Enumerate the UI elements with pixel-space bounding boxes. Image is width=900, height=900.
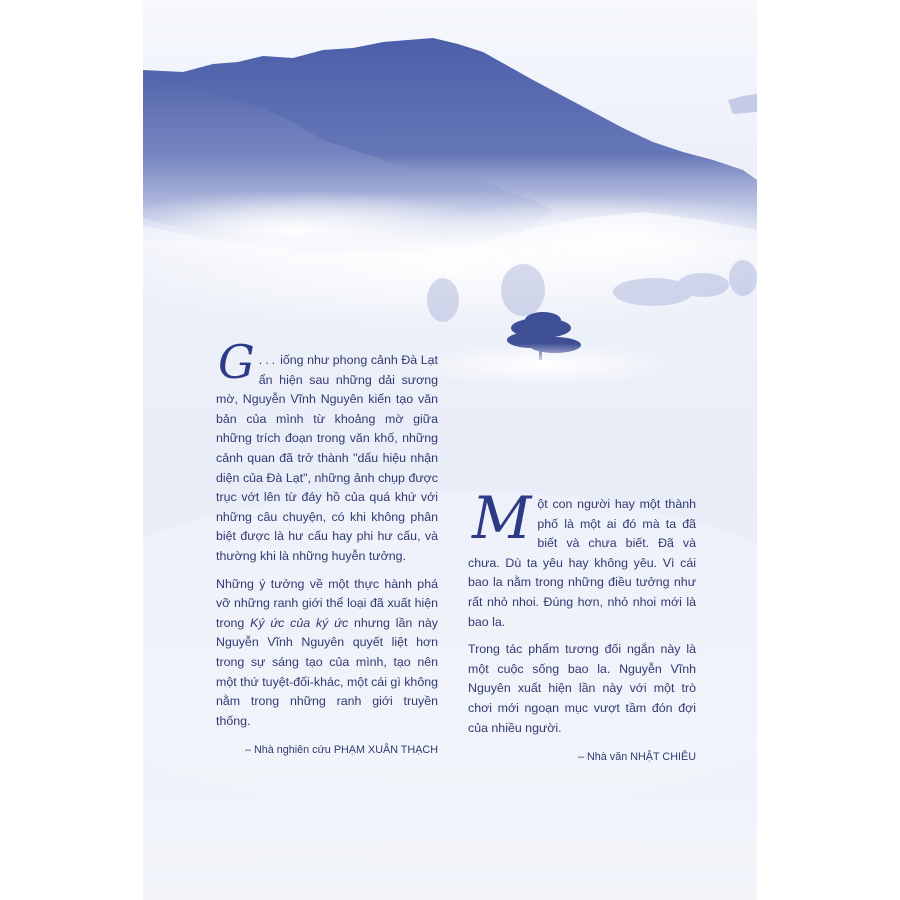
book-title: Ký ức của ký ức: [250, 615, 349, 630]
attribution: [468, 748, 696, 768]
critic-quote-right: [468, 484, 696, 768]
paragraph-text: iống như phong cảnh Đà Lạt ẩn hiện sau những dải sương mờ, Nguyễn Vĩnh Nguyên kiến tạo văn bản của mình từ khoảng mờ giữa những trích đoạn trong văn khố, những cảnh quan đã trở thành "dấu hiệu nhận diện của Đà Lạt", những ảnh chụp được trục vớt lên từ đáy hồ của quá khứ với những câu chuyện, có khi không phân biệt được là hư cấu hay phi hư cấu, và thường khi là những huyễn tưởng.: [216, 353, 438, 563]
quote-paragraph-1: [216, 335, 438, 567]
attribution: [216, 741, 438, 761]
attribution-role: – Nhà nghiên cứu: [244, 744, 334, 757]
paragraph-text: nhưng lần này Nguyễn Vĩnh Nguyên quyết liệt hơn trong sự sáng tạo của mình, tạo nên một thứ tuyệt-đối-khác, một cái gì không nằm trong những ranh giới truyền thống.: [216, 615, 439, 728]
quote-paragraph-2: [216, 575, 438, 732]
critic-quote-left: [216, 335, 439, 761]
quote-paragraph-2: Trong tác phẩm tương đối ngắn này là một cuộc sống bao la. Nguyễn Vĩnh Nguyên xuất hiện lần này với một trò chơi mới ngoạn mục vượt tầm đón đợi của nhiều người.: [468, 642, 696, 735]
attribution-role: – Nhà văn: [577, 751, 631, 764]
paragraph-text: Những ý tưởng về một thực hành phá vỡ những ranh giới thể loại đã xuất hiện trong: [216, 576, 438, 630]
ellipsis: ...: [258, 353, 279, 367]
drop-cap: G: [218, 335, 255, 389]
paragraph-text: ột con người hay một thành phố là một ai đó mà ta đã biết và chưa biết. Đã và chưa. Dù ta yêu hay không yêu. Vì cái bao la nằm trong những điều tưởng như rất nhỏ nhoi. Đúng hơn, nhỏ nhoi mới là bao la.: [468, 497, 696, 629]
attribution-name: PHẠM XUÂN THẠCH: [333, 744, 438, 757]
drop-cap: M: [472, 484, 532, 552]
quote-paragraph-1: [468, 484, 696, 632]
attribution-name: NHẬT CHIÊU: [630, 751, 696, 764]
